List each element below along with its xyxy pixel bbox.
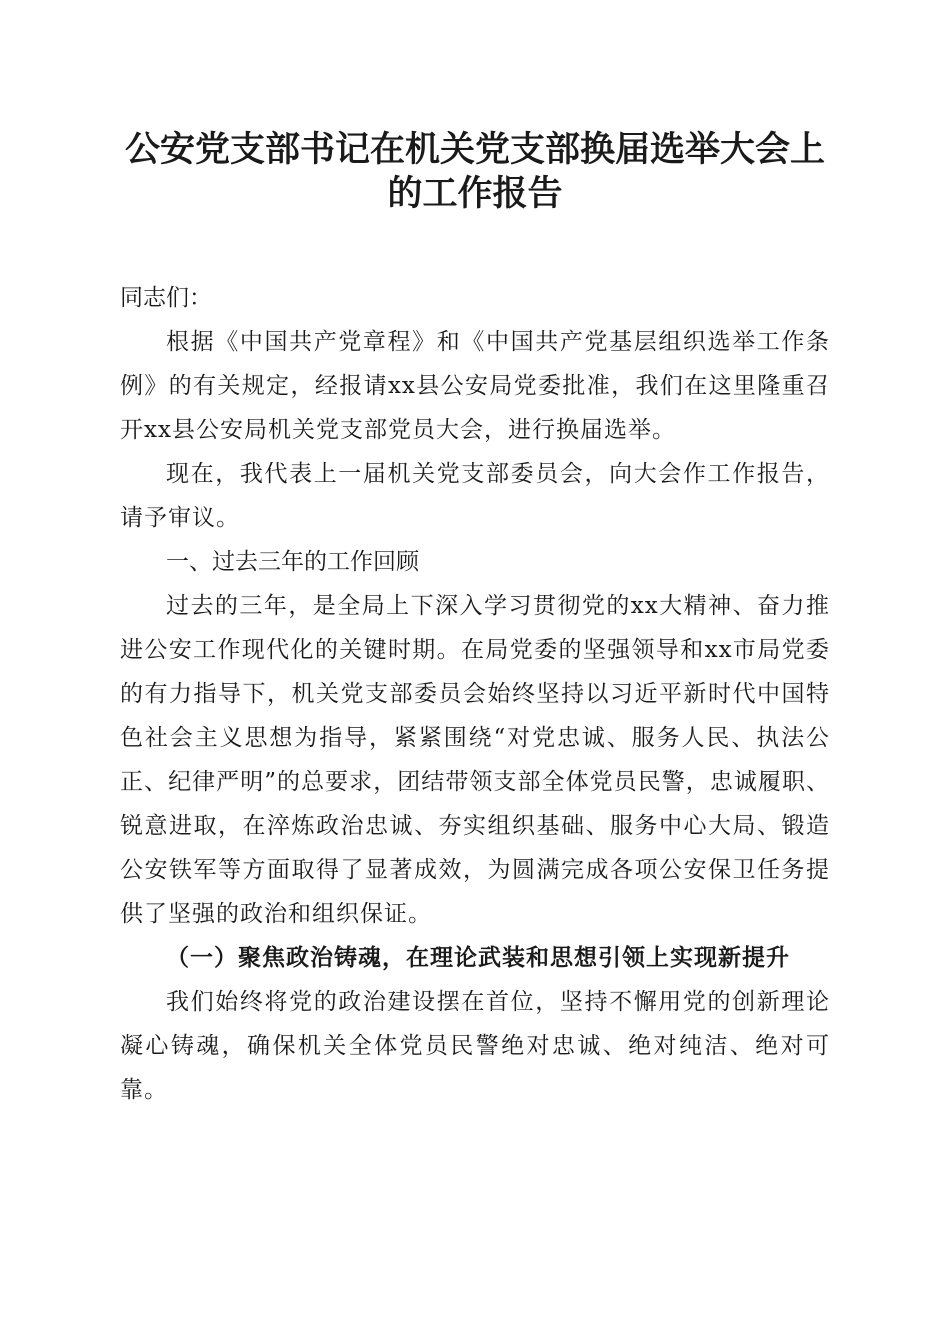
document-title: 公安党支部书记在机关党支部换届选举大会上的工作报告	[124, 129, 825, 214]
paragraph-report-statement: 现在，我代表上一届机关党支部委员会，向大会作工作报告，请予审议。	[120, 461, 830, 531]
section-heading-review: 一、过去三年的工作回顾	[166, 549, 419, 575]
paragraph-intro: 根据《中国共产党章程》和《中国共产党基层组织选举工作条例》的有关规定，经报请xx县公安局党委批准，我们在这里隆重召开xx县公安局机关党支部党员大会，进行换届选举。	[120, 329, 830, 443]
subsection-heading-political: （一）聚焦政治铸魂，在理论武装和思想引领上实现新提升	[166, 944, 790, 971]
document-page	[120, 128, 830, 1112]
salutation: 同志们：	[120, 285, 212, 311]
paragraph-political-building: 我们始终将党的政治建设摆在首位，坚持不懈用党的创新理论凝心铸魂，确保机关全体党员民警绝对忠诚、绝对纯洁、绝对可靠。	[120, 989, 830, 1103]
paragraph-review-summary: 过去的三年，是全局上下深入学习贯彻党的xx大精神、奋力推进公安工作现代化的关键时期。在局党委的坚强领导和xx市局党委的有力指导下，机关党支部委员会始终坚持以习近平新时代中国特色社会主义思想为指导，紧紧围绕“对党忠诚、服务人民、执法公正、纪律严明”的总要求，团结带领支部全体党员民警，忠诚履职、锐意进取，在淬炼政治忠诚、夯实组织基础、服务中心大局、锻造公安铁军等方面取得了显著成效，为圆满完成各项公安保卫任务提供了坚强的政治和组织保证。	[120, 593, 830, 927]
